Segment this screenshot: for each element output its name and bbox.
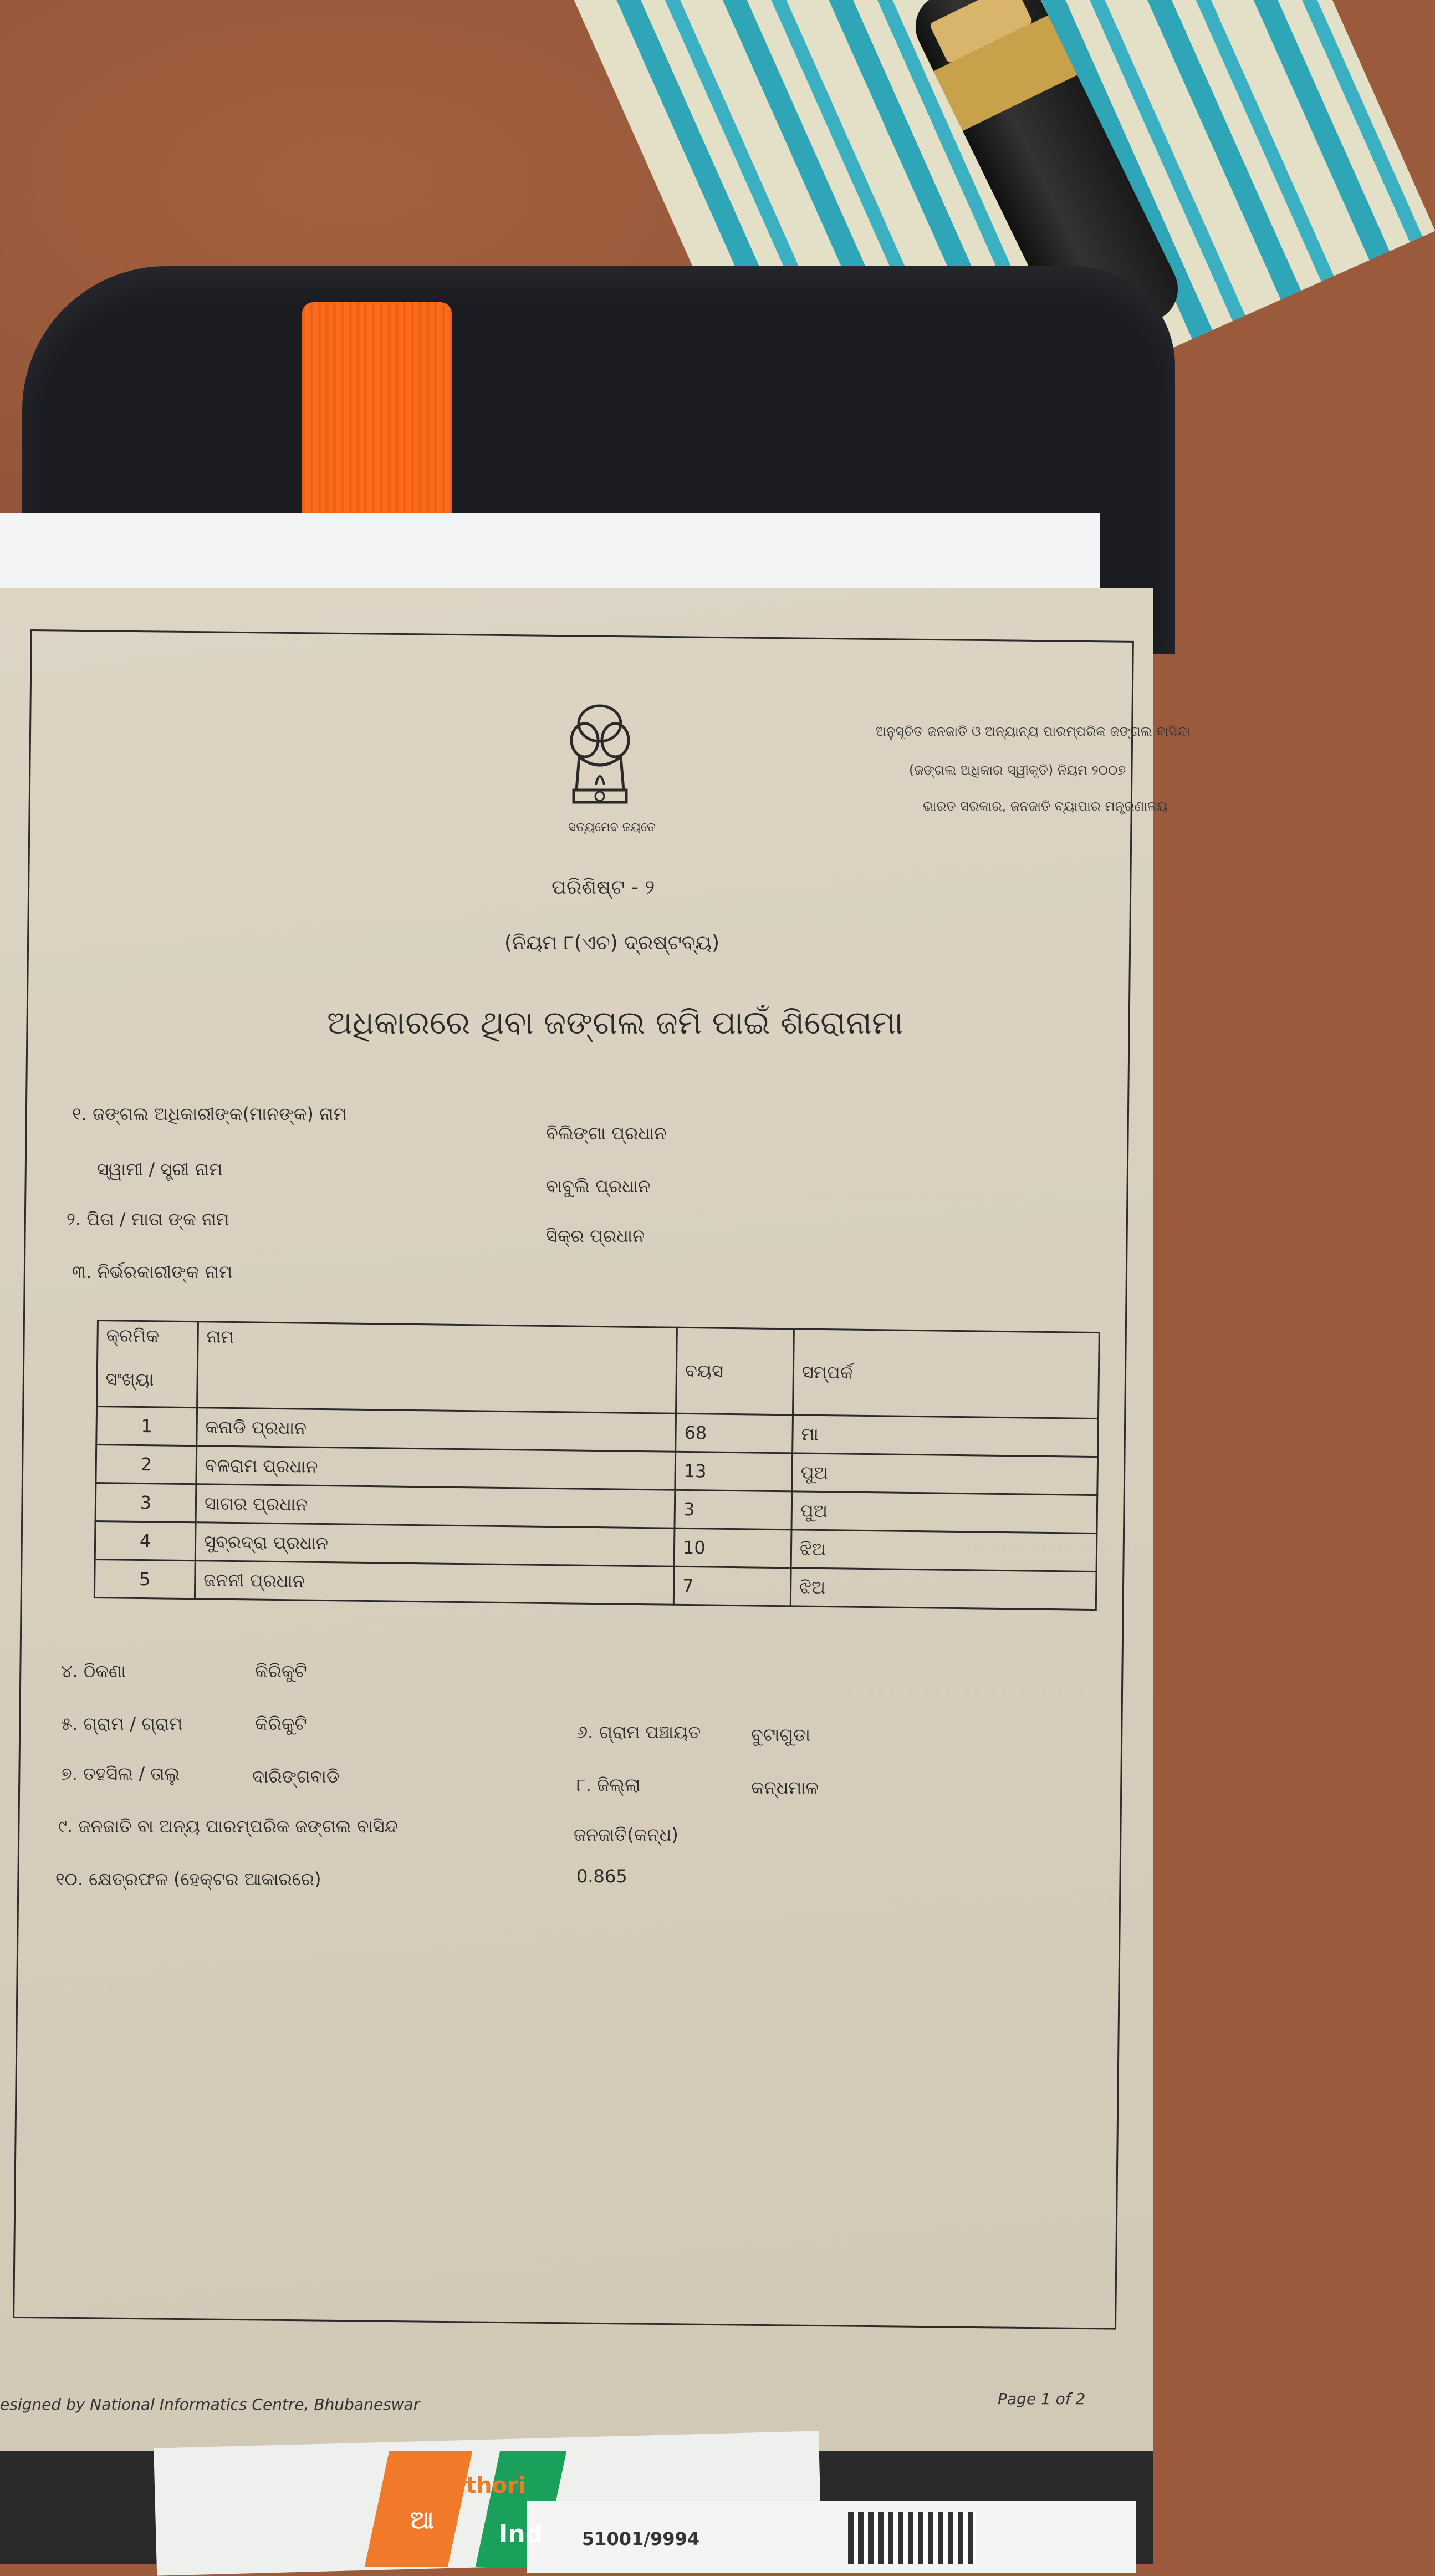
row-age: 68 xyxy=(676,1413,793,1453)
area-label: ୧୦. କ୍ଷେତ୍ରଫଳ (ହେକ୍ଟର ଆକାରରେ) xyxy=(55,1869,321,1890)
doc-text-b: thori xyxy=(466,2473,526,2498)
row-relation: ପୁଅ xyxy=(791,1491,1097,1534)
members-table xyxy=(94,1320,1100,1611)
parent-label: ୨. ପିତା / ମାତା ଙ୍କ ନାମ xyxy=(67,1209,229,1230)
district-label: ୮. ଜିଲ୍ଲା xyxy=(576,1774,641,1795)
row-age: 3 xyxy=(675,1490,792,1530)
doc-text-c: Ind xyxy=(499,2520,543,2548)
parent-value: ସିକ୍ର ପ୍ରଧାନ xyxy=(546,1225,645,1246)
emblem-motto: ସତ୍ୟମେବ ଜୟତେ xyxy=(568,821,656,834)
dependents-label: ୩. ନିର୍ଭରକାରୀଙ୍କ ନାମ xyxy=(72,1261,233,1282)
row-relation: ପୁଅ xyxy=(792,1453,1098,1495)
page-title: ଅଧିକାରରେ ଥିବା ଜଙ୍ଗଲ ଜମି ପାଇଁ ଶିରୋନାମା xyxy=(327,1004,903,1041)
panchayat-value: ବୁଟାଗୁଡା xyxy=(751,1724,810,1745)
row-name: ସାଗର ପ୍ରଧାନ xyxy=(196,1484,675,1529)
row-name: ସୁବ୍ରଦ୍ରା ପ୍ରଧାନ xyxy=(195,1523,675,1567)
ministry-line-2: (ଜଙ୍ଗଲ ଅଧିକାର ସ୍ୱୀକୃତି) ନିୟମ ୨୦୦୭ xyxy=(909,762,1126,778)
row-relation: ମା xyxy=(793,1415,1099,1457)
ministry-line-3: ଭାରତ ସରକାର, ଜନଜାତି ବ୍ୟାପାର ମନ୍ତ୍ରଣାଳୟ xyxy=(923,798,1168,814)
footer-designed-by: esigned by National Informatics Centre, Bhubaneswar xyxy=(0,2395,420,2414)
header-serial xyxy=(97,1321,198,1408)
header-serial-line1: କ୍ରମିକ xyxy=(106,1325,160,1347)
national-emblem-icon xyxy=(563,701,637,821)
village-label: ୫. ଗ୍ରାମ / ଗ୍ରାମ xyxy=(61,1713,183,1734)
village-value: କିରିକୁଟି xyxy=(255,1713,307,1734)
row-age: 13 xyxy=(675,1452,793,1491)
row-serial: 2 xyxy=(96,1445,197,1484)
row-serial: 1 xyxy=(96,1407,197,1446)
address-label: ୪. ଠିକଣା xyxy=(61,1661,126,1682)
row-name: କନାଡି ପ୍ରଧାନ xyxy=(197,1408,676,1452)
row-serial: 3 xyxy=(95,1483,196,1522)
row-serial: 5 xyxy=(94,1559,195,1598)
row-relation: ଝିଅ xyxy=(791,1530,1097,1572)
area-value: 0.865 xyxy=(576,1866,627,1887)
annexure-label: ପରିଶିଷ୍ଟ - ୨ xyxy=(551,876,655,899)
holder-label: ୧. ଜଙ୍ଗଲ ଅଧିକାରୀଙ୍କ(ମାନଙ୍କ) ନାମ xyxy=(72,1103,347,1124)
doc-text-d: 51001/9994 xyxy=(582,2528,700,2549)
footer-page-number: Page 1 of 2 xyxy=(998,2390,1086,2408)
panchayat-label: ୬. ଗ୍ରାମ ପଞ୍ଚାୟତ xyxy=(576,1722,701,1743)
tehsil-value: ଦାରିଙ୍ଗବାଡି xyxy=(252,1766,340,1787)
district-value: କନ୍ଧମାଳ xyxy=(751,1777,819,1798)
tribe-label: ୯. ଜନଜାତି ବା ଅନ୍ୟ ପାରମ୍ପରିକ ଜଙ୍ଗଲ ବାସିନ୍ଦ xyxy=(58,1816,398,1837)
header-name: ନାମ xyxy=(197,1322,677,1414)
doc-text-a: ଆ xyxy=(410,2506,434,2534)
address-value: କିରିକୁଟି xyxy=(255,1661,307,1682)
row-name: ଜନନୀ ପ୍ରଧାନ xyxy=(195,1561,674,1605)
row-name: ବଳରାମ ପ୍ରଧାନ xyxy=(196,1446,676,1490)
row-age: 7 xyxy=(673,1566,791,1606)
spouse-value: ବାବୁଲି ପ୍ରଧାନ xyxy=(546,1175,651,1197)
tribe-value: ଜନଜାତି(କନ୍ଧ) xyxy=(574,1824,678,1845)
row-serial: 4 xyxy=(95,1521,196,1560)
header-relation: ସମ୍ପର୍କ xyxy=(793,1329,1099,1419)
row-age: 10 xyxy=(674,1528,791,1568)
holder-value: ବିଲିଙ୍ଗା ପ୍ରଧାନ xyxy=(546,1123,667,1144)
ministry-line-1: ଅନୁସୂଚିତ ଜନଜାତି ଓ ଅନ୍ୟାନ୍ୟ ପାରମ୍ପରିକ ଜଙ୍ଗଲ ବାସିନ୍ଦା xyxy=(876,724,1191,739)
rule-reference: (ନିୟମ ୮(ଏଚ) ଦ୍ରଷ୍ଟବ୍ୟ) xyxy=(504,931,720,954)
header-age: ବୟସ xyxy=(676,1327,794,1415)
members-table-header xyxy=(97,1321,1100,1419)
qr-code-icon xyxy=(848,2512,976,2564)
tehsil-label: ୭. ତହସିଲ / ତାଲୁ xyxy=(61,1763,180,1784)
header-serial-line2: ସଂଖ୍ୟା xyxy=(105,1368,154,1391)
row-relation: ଝିଅ xyxy=(790,1568,1096,1610)
spouse-label: ସ୍ୱାମୀ / ସ୍ତ୍ରୀ ନାମ xyxy=(97,1159,223,1180)
